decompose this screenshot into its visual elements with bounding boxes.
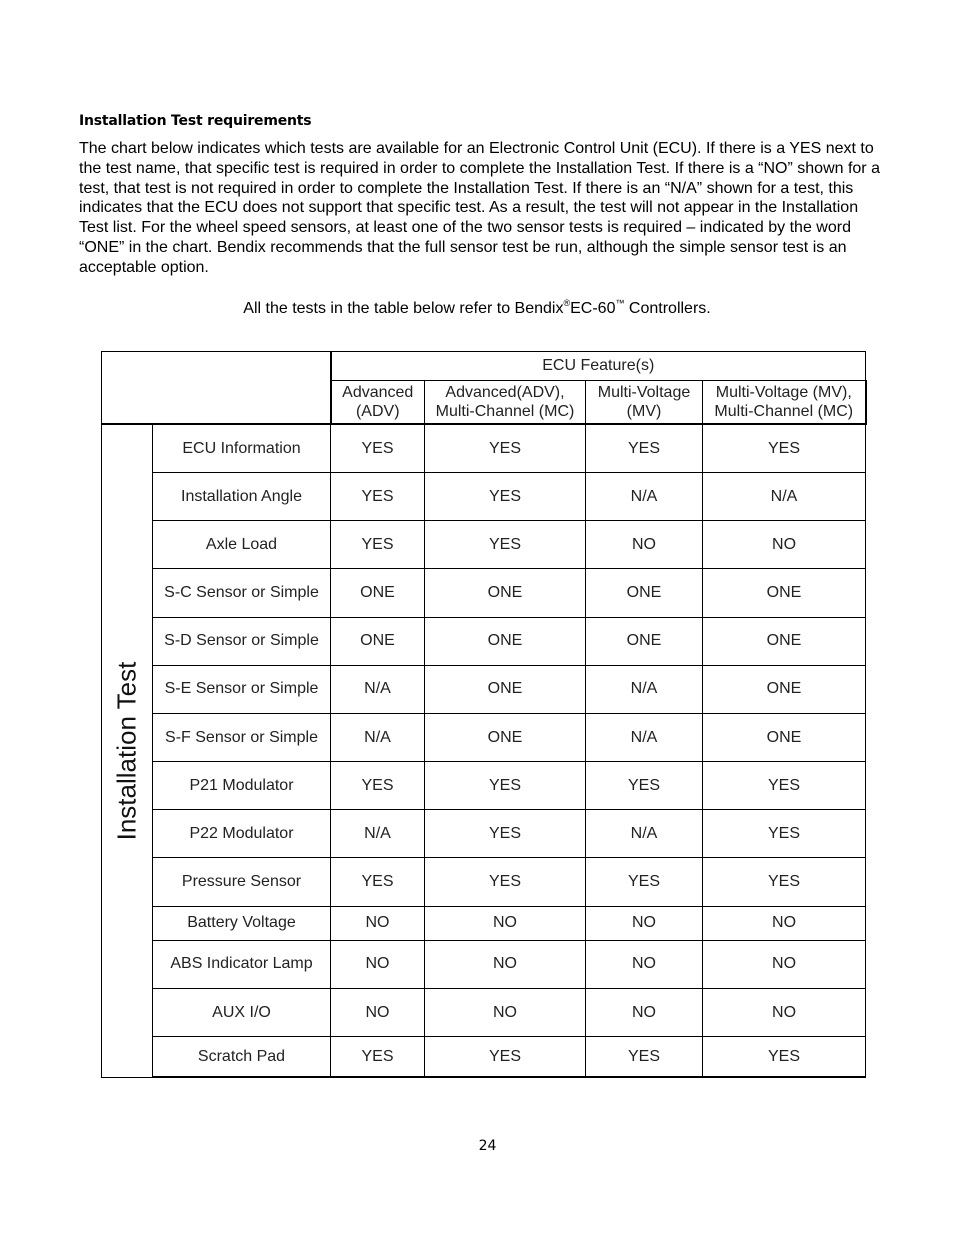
column-header-line: (ADV) — [355, 403, 400, 421]
test-value-cell: NO — [331, 940, 425, 988]
column-header-adv — [331, 381, 425, 425]
test-value-cell: YES — [331, 762, 425, 810]
test-value-cell: N/A — [331, 713, 425, 761]
test-value-cell: N/A — [586, 713, 703, 761]
test-value-cell: NO — [586, 906, 703, 940]
intro-paragraph: The chart below indicates which tests are available for an Electronic Control Unit (ECU). If there is a YES next to the test name, that specific test is required in order to complete the Installation Test. If there is a “NO” shown for a test, that test is not required in order to complete the Installation Test. If there is an “N/A” shown for a test, this indicates that the ECU does not support that specific test. As a result, the test will not appear in the Installation Test list. For the wheel speed sensors, at least one of the two sensor tests is required – indicated by the word “ONE” in the chart. Bendix recommends that the full sensor test be run, although the simple sensor test is an acceptable option. — [79, 140, 880, 276]
table-row — [102, 665, 866, 713]
test-value-cell: YES — [425, 858, 586, 906]
side-label: Installation Test — [111, 661, 142, 841]
test-value-cell: NO — [331, 988, 425, 1036]
column-header-line: Multi-Voltage (MV), — [715, 384, 852, 402]
caption-model: EC-60 — [570, 300, 616, 317]
test-name-cell: Scratch Pad — [153, 1037, 331, 1077]
column-header-adv-mc — [425, 381, 586, 425]
table-row — [102, 810, 866, 858]
test-value-cell: NO — [586, 940, 703, 988]
table-row — [102, 762, 866, 810]
table-row — [102, 906, 866, 940]
section-heading: Installation Test requirements — [79, 113, 312, 129]
column-header-mv — [586, 381, 703, 425]
test-value-cell: ONE — [425, 617, 586, 665]
test-value-cell: NO — [703, 906, 866, 940]
test-value-cell: N/A — [586, 472, 703, 520]
test-value-cell: N/A — [586, 665, 703, 713]
test-value-cell: ONE — [703, 569, 866, 617]
test-name-cell: S-F Sensor or Simple — [153, 713, 331, 761]
test-value-cell: ONE — [425, 713, 586, 761]
test-value-cell: ONE — [703, 713, 866, 761]
test-value-cell: ONE — [425, 665, 586, 713]
column-header-line: Multi-Channel (MC) — [435, 403, 575, 421]
table-row — [102, 988, 866, 1036]
test-name-cell: Installation Angle — [153, 472, 331, 520]
test-value-cell: YES — [425, 1037, 586, 1077]
test-value-cell: ONE — [331, 617, 425, 665]
test-name-cell: Pressure Sensor — [153, 858, 331, 906]
test-value-cell: NO — [703, 521, 866, 569]
test-value-cell: NO — [586, 988, 703, 1036]
test-value-cell: YES — [586, 1037, 703, 1077]
test-value-cell: YES — [703, 424, 866, 472]
side-label-cell — [102, 424, 153, 1077]
test-value-cell: N/A — [703, 472, 866, 520]
table-row — [102, 521, 866, 569]
caption-prefix: All the tests in the table below refer to Bendix — [243, 300, 564, 317]
test-value-cell: NO — [703, 940, 866, 988]
test-name-cell: P22 Modulator — [153, 810, 331, 858]
test-value-cell: YES — [703, 762, 866, 810]
table-row — [102, 1037, 866, 1077]
test-name-cell: AUX I/O — [153, 988, 331, 1036]
table-row — [102, 569, 866, 617]
test-value-cell: YES — [586, 858, 703, 906]
test-value-cell: ONE — [586, 617, 703, 665]
test-value-cell: YES — [425, 810, 586, 858]
page-number: 24 — [478, 1138, 497, 1154]
column-header-mv-mc — [703, 381, 866, 425]
test-name-cell: S-D Sensor or Simple — [153, 617, 331, 665]
test-value-cell: N/A — [331, 810, 425, 858]
column-header-line: Multi-Voltage — [597, 384, 691, 402]
test-value-cell: YES — [331, 521, 425, 569]
test-value-cell: ONE — [331, 569, 425, 617]
test-value-cell: YES — [331, 858, 425, 906]
test-value-cell: YES — [331, 472, 425, 520]
test-name-cell: S-E Sensor or Simple — [153, 665, 331, 713]
table-row — [102, 424, 866, 472]
header-blank-cell — [102, 352, 331, 425]
table-row — [102, 858, 866, 906]
table-row — [102, 617, 866, 665]
column-header-line: (MV) — [626, 403, 662, 421]
test-value-cell: YES — [425, 472, 586, 520]
test-name-cell: Axle Load — [153, 521, 331, 569]
header-row-group — [102, 352, 866, 381]
test-value-cell: YES — [703, 858, 866, 906]
caption-suffix: Controllers. — [624, 300, 711, 317]
test-name-cell: ABS Indicator Lamp — [153, 940, 331, 988]
table-caption — [0, 298, 954, 318]
column-header-line: Advanced(ADV), — [445, 384, 565, 402]
test-name-cell: Battery Voltage — [153, 906, 331, 940]
test-value-cell: NO — [331, 906, 425, 940]
test-value-cell: ONE — [425, 569, 586, 617]
test-value-cell: ONE — [703, 617, 866, 665]
test-value-cell: ONE — [703, 665, 866, 713]
test-value-cell: YES — [425, 521, 586, 569]
test-name-cell: S-C Sensor or Simple — [153, 569, 331, 617]
column-header-line: Advanced — [342, 384, 414, 402]
table-row — [102, 713, 866, 761]
test-value-cell: YES — [703, 810, 866, 858]
test-value-cell: YES — [425, 762, 586, 810]
test-value-cell: N/A — [586, 810, 703, 858]
trademark-mark: ™ — [615, 298, 625, 308]
test-value-cell: N/A — [331, 665, 425, 713]
test-name-cell: ECU Information — [153, 424, 331, 472]
table-row — [102, 472, 866, 520]
table-row — [102, 940, 866, 988]
test-value-cell: NO — [425, 940, 586, 988]
test-name-cell: P21 Modulator — [153, 762, 331, 810]
test-value-cell: YES — [331, 1037, 425, 1077]
ecu-features-header: ECU Feature(s) — [331, 352, 866, 381]
test-value-cell: YES — [586, 424, 703, 472]
test-value-cell: NO — [586, 521, 703, 569]
test-value-cell: YES — [425, 424, 586, 472]
test-value-cell: YES — [331, 424, 425, 472]
test-value-cell: NO — [425, 906, 586, 940]
column-header-line: Multi-Channel (MC) — [714, 403, 854, 421]
test-value-cell: NO — [703, 988, 866, 1036]
test-value-cell: YES — [586, 762, 703, 810]
test-value-cell: YES — [703, 1037, 866, 1077]
test-value-cell: NO — [425, 988, 586, 1036]
installation-test-table — [101, 351, 867, 1078]
registered-mark: ® — [563, 298, 571, 308]
test-value-cell: ONE — [586, 569, 703, 617]
